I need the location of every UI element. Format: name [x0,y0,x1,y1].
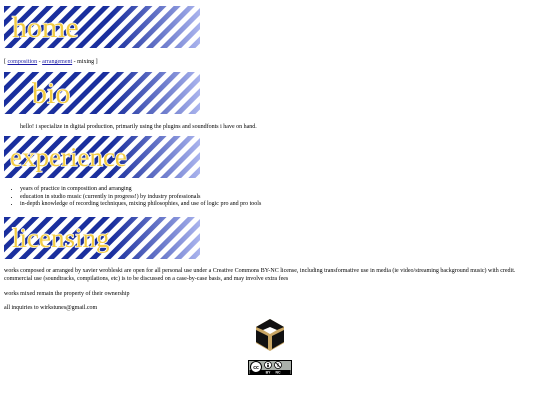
nav-separator: - [38,59,41,65]
experience-banner-graphic [4,136,200,178]
list-item: • education in studio music (currently in progress!) by industry professionals [20,194,261,202]
home-banner [4,6,200,48]
bio-title: bio [32,77,71,110]
list-item: • in-depth knowledge of recording techniques, mixing philosophies, and use of logic pro and pro tools [20,201,261,209]
cc-nc-label: NC [275,370,281,375]
home-title: home [12,11,79,44]
bio-banner [4,72,200,114]
licensing-banner [4,217,200,259]
ownership-paragraph: works mixed remain the property of their ownership [4,291,130,297]
nav-item-mixing: mixing [77,59,95,65]
experience-title: experience [10,142,127,172]
home-banner-graphic [4,6,200,48]
nav-open-bracket: [ [4,59,6,65]
inquiries-paragraph: all inquiries to wirkstunes@gmail.com [4,305,98,311]
nav-link-composition[interactable]: composition [7,59,38,65]
experience-banner [4,136,200,178]
cube-logo-icon [254,318,286,352]
category-nav [4,58,98,66]
licensing-title: licensing [12,223,110,253]
bio-text: hello! i specialize in digital production, primarily using the plugins and soundfonts i have on hand. [20,124,257,130]
licensing-paragraph: works composed or arranged by xavier wrobleski are open for all personal use under a Creative Commons BY-NC license, including transformative use in media (ie video/streaming background music) with credit. commercial use (soundtracks, compilations, etc) is to be discussed on a case-by-case basis, and may involve extra fees [4,268,516,282]
nav-link-arrangement[interactable]: arrangement [42,59,73,65]
licensing-banner-graphic [4,217,200,259]
experience-list [4,186,261,209]
creative-commons-badge-icon[interactable] [248,360,292,375]
bio-banner-graphic [4,72,200,114]
nav-close-bracket: ] [95,59,98,65]
cc-by-label: BY [265,370,271,375]
nav-separator: - [73,59,76,65]
list-item: • years of practice in composition and arranging [20,186,261,194]
svg-text:cc: cc [253,365,259,371]
